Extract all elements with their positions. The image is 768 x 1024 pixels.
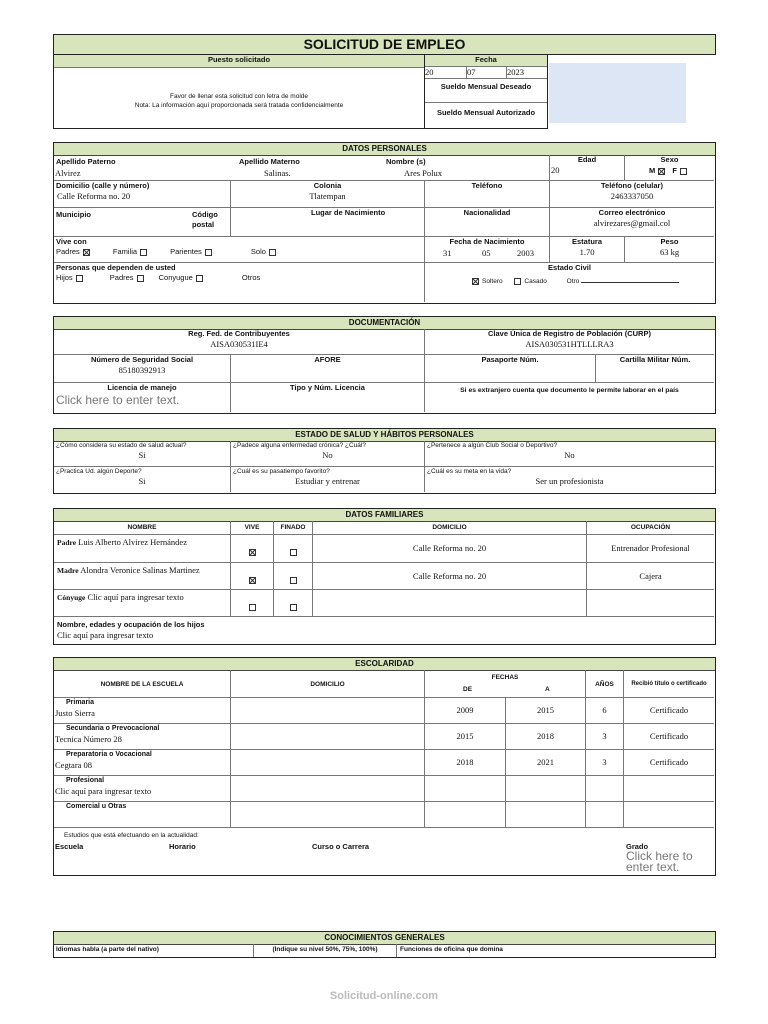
grado-label: Grado xyxy=(626,842,649,851)
salud-q2: ¿Padece alguna enfermedad crónica? ¿Cuál? xyxy=(233,442,366,449)
esc-nivel: Secundaria o Prevocacional xyxy=(66,725,160,732)
esc-escuela[interactable]: Cegtara 08 xyxy=(55,760,93,770)
domicilio-value[interactable]: Calle Reforma no. 20 xyxy=(57,191,131,201)
table-row xyxy=(54,724,231,750)
salud-a3[interactable]: No xyxy=(564,450,575,460)
lugar-nac-cell xyxy=(231,208,425,237)
fecha-anio[interactable]: 2023 xyxy=(507,67,547,79)
salud-q2-cell xyxy=(231,441,425,467)
salud-a4[interactable]: Si xyxy=(138,476,146,486)
esc-de[interactable]: 2009 xyxy=(425,698,506,724)
conocimientos-section xyxy=(53,931,716,958)
curp-label: Clave Única de Registro de Población (CURP) xyxy=(488,329,651,338)
fam-domicilio[interactable]: Calle Reforma no. 20 xyxy=(313,535,587,563)
casado-checkbox[interactable] xyxy=(514,278,521,285)
estudios-actuales-cell xyxy=(54,828,714,874)
municipio-cell xyxy=(54,208,231,237)
hijos-checkbox[interactable] xyxy=(76,275,83,282)
footer-watermark: Solicitud-online.com xyxy=(329,990,439,1002)
curso-label: Curso o Carrera xyxy=(312,842,370,851)
esc-domicilio[interactable] xyxy=(231,750,425,776)
esc-escuela[interactable]: Tecnica Número 28 xyxy=(55,734,122,744)
datos-personales-section xyxy=(53,142,716,304)
nac-dia[interactable]: 31 xyxy=(443,248,452,258)
fam-vive-checkbox[interactable] xyxy=(249,577,256,584)
fecha-dia[interactable]: 20 xyxy=(425,67,467,79)
salud-a1[interactable]: Si xyxy=(138,450,146,460)
otro-label: Otro xyxy=(566,278,580,285)
sueldo-autorizado-label: Sueldo Mensual Autorizado xyxy=(436,108,536,117)
licencia-input[interactable]: Click here to enter text. xyxy=(56,393,180,407)
sexo-label: Sexo xyxy=(660,155,679,164)
esc-h-titulo: Recibió título o certificado xyxy=(624,670,714,698)
extranjero-label: Si es extranjero cuenta que documento le permite laborar en el país xyxy=(460,387,679,394)
esc-titulo[interactable]: Certificado xyxy=(624,750,714,776)
hijos-value[interactable]: Clic aquí para ingresar texto xyxy=(57,630,154,640)
esc-escuela[interactable]: Clic aquí para ingresar texto xyxy=(55,786,152,796)
tipo-lic-cell xyxy=(231,383,425,412)
curp-value[interactable]: AISA030531HTLLLRA3 xyxy=(525,339,614,349)
hijos-cell xyxy=(54,617,714,643)
fam-ocupacion[interactable]: Cajera xyxy=(587,563,714,590)
table-row xyxy=(54,802,231,828)
fam-rel: Madre xyxy=(57,566,79,575)
nota-confidencial: Nota: La información aquí proporcionada será tratada confidencialmente xyxy=(134,102,344,109)
fam-finado-checkbox[interactable] xyxy=(290,604,297,611)
grado-ph-1: Click here to xyxy=(626,849,693,863)
ap-pat-value[interactable]: Alvirez xyxy=(55,168,81,178)
salud-q6: ¿Cuál es su meta en la vida? xyxy=(427,468,512,475)
sexo-m-checkbox[interactable] xyxy=(658,168,665,175)
salud-header: ESTADO DE SALUD Y HÁBITOS PERSONALES xyxy=(54,429,715,442)
correo-label: Correo electrónico xyxy=(598,208,666,217)
fam-finado-cell xyxy=(274,563,313,590)
fam-h-domicilio: DOMICILIO xyxy=(313,521,587,535)
colonia-value[interactable]: Tlatempan xyxy=(309,191,346,201)
fam-h-ocupacion: OCUPACIÓN xyxy=(587,521,714,535)
sexo-m-label: M xyxy=(648,166,656,175)
esc-a[interactable] xyxy=(506,802,586,828)
table-row xyxy=(54,535,231,563)
esc-anos[interactable]: 6 xyxy=(586,698,624,724)
fam-h-nombre: NOMBRE xyxy=(54,521,231,535)
fam-name[interactable]: Clic aquí para ingresar texto xyxy=(87,592,184,602)
edad-cell xyxy=(550,155,625,181)
esc-a[interactable] xyxy=(506,776,586,802)
pasaporte-label: Pasaporte Núm. xyxy=(481,355,539,364)
telefono-label: Teléfono xyxy=(471,181,503,190)
esc-h-fechas: FECHAS xyxy=(491,674,519,681)
colonia-label: Colonia xyxy=(313,181,342,190)
sexo-cell xyxy=(625,155,714,181)
estatura-label: Estatura xyxy=(571,237,602,246)
idiomas-label: Idiomas habla (a parte del nativo) xyxy=(54,944,254,957)
fam-vive-cell xyxy=(231,563,274,590)
parientes-label: Parientes xyxy=(170,247,202,256)
fam-vive-cell xyxy=(231,590,274,617)
fecha-nac-cell xyxy=(425,237,550,263)
nss-value[interactable]: 85180392913 xyxy=(118,365,166,375)
hijos-label: Hijos xyxy=(56,273,73,282)
colonia-cell xyxy=(231,181,425,208)
esc-anos[interactable]: 3 xyxy=(586,750,624,776)
fam-finado-cell xyxy=(274,590,313,617)
celular-label: Teléfono (celular) xyxy=(601,181,663,190)
esc-titulo[interactable]: Certificado xyxy=(624,724,714,750)
afore-label: AFORE xyxy=(314,355,341,364)
table-row xyxy=(54,698,231,724)
soltero-checkbox[interactable] xyxy=(472,278,479,285)
salud-q5-cell xyxy=(231,467,425,492)
escolaridad-section xyxy=(53,657,716,876)
esc-h-escuela: NOMBRE DE LA ESCUELA xyxy=(54,670,231,698)
dependen-cell xyxy=(54,263,425,302)
esc-domicilio[interactable] xyxy=(231,724,425,750)
rfc-value[interactable]: AISA030531IE4 xyxy=(210,339,268,349)
esc-h-a: A xyxy=(545,686,550,693)
ap-pat-label: Apellido Paterno xyxy=(56,157,116,166)
casado-label: Casado xyxy=(524,278,547,285)
licencia-cell xyxy=(54,383,231,412)
puesto-label: Puesto solicitado xyxy=(54,55,424,68)
fam-finado-checkbox[interactable] xyxy=(290,577,297,584)
nacionalidad-cell xyxy=(425,208,550,237)
form-title-bar xyxy=(53,34,716,55)
esc-anos[interactable] xyxy=(586,776,624,802)
esc-h-fechas-cell xyxy=(425,670,586,698)
esc-a[interactable]: 2018 xyxy=(506,724,586,750)
salud-a2[interactable]: No xyxy=(322,450,333,460)
estado-civil-cell xyxy=(425,263,714,302)
nombre-label: Nombre (s) xyxy=(386,157,426,166)
esc-escuela[interactable]: Justo Sierra xyxy=(55,708,95,718)
afore-cell xyxy=(231,355,425,383)
soltero-label: Soltero xyxy=(482,278,503,285)
correo-value[interactable]: alvirezares@gmail.col xyxy=(593,218,671,228)
esc-domicilio[interactable] xyxy=(231,698,425,724)
padres-label: Padres xyxy=(56,247,80,256)
esc-nivel: Comercial u Otras xyxy=(66,803,127,810)
salud-q4: ¿Practica Ud. algún Deporte? xyxy=(56,468,142,475)
esc-anos[interactable]: 3 xyxy=(586,724,624,750)
familia-section xyxy=(53,508,716,645)
padres2-label: Padres xyxy=(109,273,134,282)
fam-finado-checkbox[interactable] xyxy=(290,549,297,556)
fam-h-vive: VIVE xyxy=(231,521,274,535)
salud-q6-cell xyxy=(425,467,714,492)
conyugue-label: Conyugue xyxy=(158,273,193,282)
padres2-checkbox[interactable] xyxy=(137,275,144,282)
table-row xyxy=(54,776,231,802)
esc-domicilio[interactable] xyxy=(231,776,425,802)
fam-vive-checkbox[interactable] xyxy=(249,604,256,611)
conyugue-checkbox[interactable] xyxy=(196,275,203,282)
esc-titulo[interactable] xyxy=(624,776,714,802)
estado-civil-label: Estado Civil xyxy=(548,263,591,272)
actual-label: Estudios que está efectuando en la actualidad: xyxy=(64,832,199,839)
table-row xyxy=(54,750,231,776)
esc-de[interactable] xyxy=(425,802,506,828)
fecha-label: Fecha xyxy=(425,55,547,67)
rfc-label: Reg. Fed. de Contribuyentes xyxy=(188,329,290,338)
extranjero-cell xyxy=(425,383,714,412)
edad-label: Edad xyxy=(577,155,597,164)
escolaridad-header: ESCOLARIDAD xyxy=(54,658,715,671)
esc-a[interactable]: 2015 xyxy=(506,698,586,724)
salud-q1-cell xyxy=(54,441,231,467)
lugar-nac-label: Lugar de Nacimiento xyxy=(311,208,386,217)
fam-rel: Padre xyxy=(57,538,77,547)
vive-con-label: Vive con xyxy=(56,237,87,246)
grado-ph-2: enter text. xyxy=(626,860,680,874)
salud-a5[interactable]: Estudiar y entrenar xyxy=(295,476,360,486)
estatura-cell xyxy=(550,237,625,263)
cartilla-cell xyxy=(596,355,714,383)
fam-name[interactable]: Luis Alberto Alvirez Hernández xyxy=(78,537,187,547)
fam-vive-checkbox[interactable] xyxy=(249,549,256,556)
cartilla-label: Cartilla Militar Núm. xyxy=(619,355,691,364)
correo-cell xyxy=(550,208,714,237)
nombre-row xyxy=(54,155,550,181)
esc-de[interactable]: 2018 xyxy=(425,750,506,776)
dependen-label: Personas que dependen de usted xyxy=(56,263,176,272)
peso-label: Peso xyxy=(660,237,679,246)
pasaporte-cell xyxy=(425,355,596,383)
sexo-f-label: F xyxy=(672,166,677,175)
peso-value[interactable]: 63 kg xyxy=(659,247,680,257)
documentacion-header: DOCUMENTACIÓN xyxy=(54,317,715,330)
fecha-mes[interactable]: 07 xyxy=(467,67,507,79)
otros-label: Otros xyxy=(241,273,261,282)
fecha-block xyxy=(425,55,548,129)
nacionalidad-label: Nacionalidad xyxy=(463,208,511,217)
sexo-f-checkbox[interactable] xyxy=(680,168,687,175)
fam-name[interactable]: Alondra Veronice Salinas Martinez xyxy=(80,565,200,575)
esc-domicilio[interactable] xyxy=(231,802,425,828)
esc-de[interactable] xyxy=(425,776,506,802)
cp-label: Código postal xyxy=(192,210,218,229)
fam-domicilio[interactable]: Calle Reforma no. 20 xyxy=(313,563,587,590)
edad-value[interactable]: 20 xyxy=(551,165,560,175)
celular-cell xyxy=(550,181,714,208)
domicilio-label: Domicilio (calle y número) xyxy=(56,181,150,190)
salud-q4-cell xyxy=(54,467,231,492)
table-row xyxy=(54,563,231,590)
celular-value[interactable]: 2463337050 xyxy=(610,191,654,201)
estatura-value[interactable]: 1.70 xyxy=(579,247,595,257)
sueldo-deseado-label: Sueldo Mensual Deseado xyxy=(425,79,547,103)
conocimientos-header: CONOCIMIENTOS GENERALES xyxy=(54,932,715,945)
fam-finado-cell xyxy=(274,535,313,563)
nombre-value[interactable]: Ares Polux xyxy=(404,168,443,178)
esc-titulo[interactable] xyxy=(624,802,714,828)
esc-nivel: Preparatoria o Vocacional xyxy=(66,751,152,758)
esc-h-de: DE xyxy=(463,686,473,693)
esc-de[interactable]: 2015 xyxy=(425,724,506,750)
ap-mat-value[interactable]: Salinas. xyxy=(264,168,291,178)
fam-ocupacion[interactable]: Entrenador Profesional xyxy=(587,535,714,563)
nss-cell xyxy=(54,355,231,383)
esc-titulo[interactable]: Certificado xyxy=(624,698,714,724)
esc-a[interactable]: 2021 xyxy=(506,750,586,776)
rfc-cell xyxy=(54,329,425,355)
salud-q3-cell xyxy=(425,441,714,467)
esc-h-domicilio: DOMICILIO xyxy=(231,670,425,698)
vive-con-cell xyxy=(54,237,425,263)
municipio-label: Municipio xyxy=(56,210,91,219)
domicilio-cell xyxy=(54,181,231,208)
fam-ocupacion[interactable] xyxy=(587,590,714,617)
curp-cell xyxy=(425,329,714,355)
esc-anos[interactable] xyxy=(586,802,624,828)
esc-nivel: Profesional xyxy=(66,777,105,784)
documentacion-section xyxy=(53,316,716,414)
top-section xyxy=(53,55,425,129)
familia-checkbox[interactable] xyxy=(140,249,147,256)
instructions xyxy=(54,68,424,127)
fam-h-finado: FINADO xyxy=(274,521,313,535)
nac-mes[interactable]: 05 xyxy=(482,248,491,258)
parientes-checkbox[interactable] xyxy=(205,249,212,256)
esc-nivel: Primaria xyxy=(66,699,95,706)
esc-h-anos: AÑOS xyxy=(586,670,624,698)
nota-molde: Favor de llenar esta solicitud con letra de molde xyxy=(169,93,309,100)
telefono-cell xyxy=(425,181,550,208)
otro-line[interactable] xyxy=(581,282,679,283)
ap-mat-label: Apellido Materno xyxy=(239,157,300,166)
nac-anio[interactable]: 2003 xyxy=(517,248,534,258)
form-title: SOLICITUD DE EMPLEO xyxy=(303,36,466,52)
fam-vive-cell xyxy=(231,535,274,563)
peso-cell xyxy=(625,237,714,263)
datos-personales-header: DATOS PERSONALES xyxy=(54,143,715,156)
salud-q1: ¿Cómo considera su estado de salud actual? xyxy=(56,442,187,449)
fecha-nac-label: Fecha de Nacimiento xyxy=(449,237,525,246)
salud-q5: ¿Cuál es su pasatiempo favorito? xyxy=(233,468,330,475)
padres-checkbox[interactable] xyxy=(83,249,90,256)
salud-a6[interactable]: Ser un profesionista xyxy=(535,476,604,486)
familia-header: DATOS FAMILIARES xyxy=(54,509,715,522)
tipo-lic-label: Tipo y Núm. Licencia xyxy=(290,383,365,392)
funciones-label: Funciones de oficina que domina xyxy=(400,946,503,953)
grado-input[interactable] xyxy=(626,851,693,873)
escuela-label: Escuela xyxy=(55,842,84,851)
licencia-label: Licencia de manejo xyxy=(107,383,177,392)
nss-label: Número de Seguridad Social xyxy=(90,355,194,364)
salud-q3: ¿Pertenece a algún Club Social o Deportivo? xyxy=(427,442,558,449)
horario-label: Horario xyxy=(169,842,196,851)
table-row xyxy=(54,590,231,617)
photo-placeholder[interactable] xyxy=(549,63,686,123)
hijos-label: Nombre, edades y ocupación de los hijos xyxy=(57,620,205,629)
fam-domicilio[interactable] xyxy=(313,590,587,617)
familia-label: Familia xyxy=(112,247,138,256)
solo-checkbox[interactable] xyxy=(269,249,276,256)
fam-rel: Cónyuge xyxy=(57,593,86,602)
salud-section xyxy=(53,428,716,494)
solo-label: Solo xyxy=(250,247,266,256)
nivel-label: (Indique su nivel 50%, 75%, 100%) xyxy=(254,944,397,957)
